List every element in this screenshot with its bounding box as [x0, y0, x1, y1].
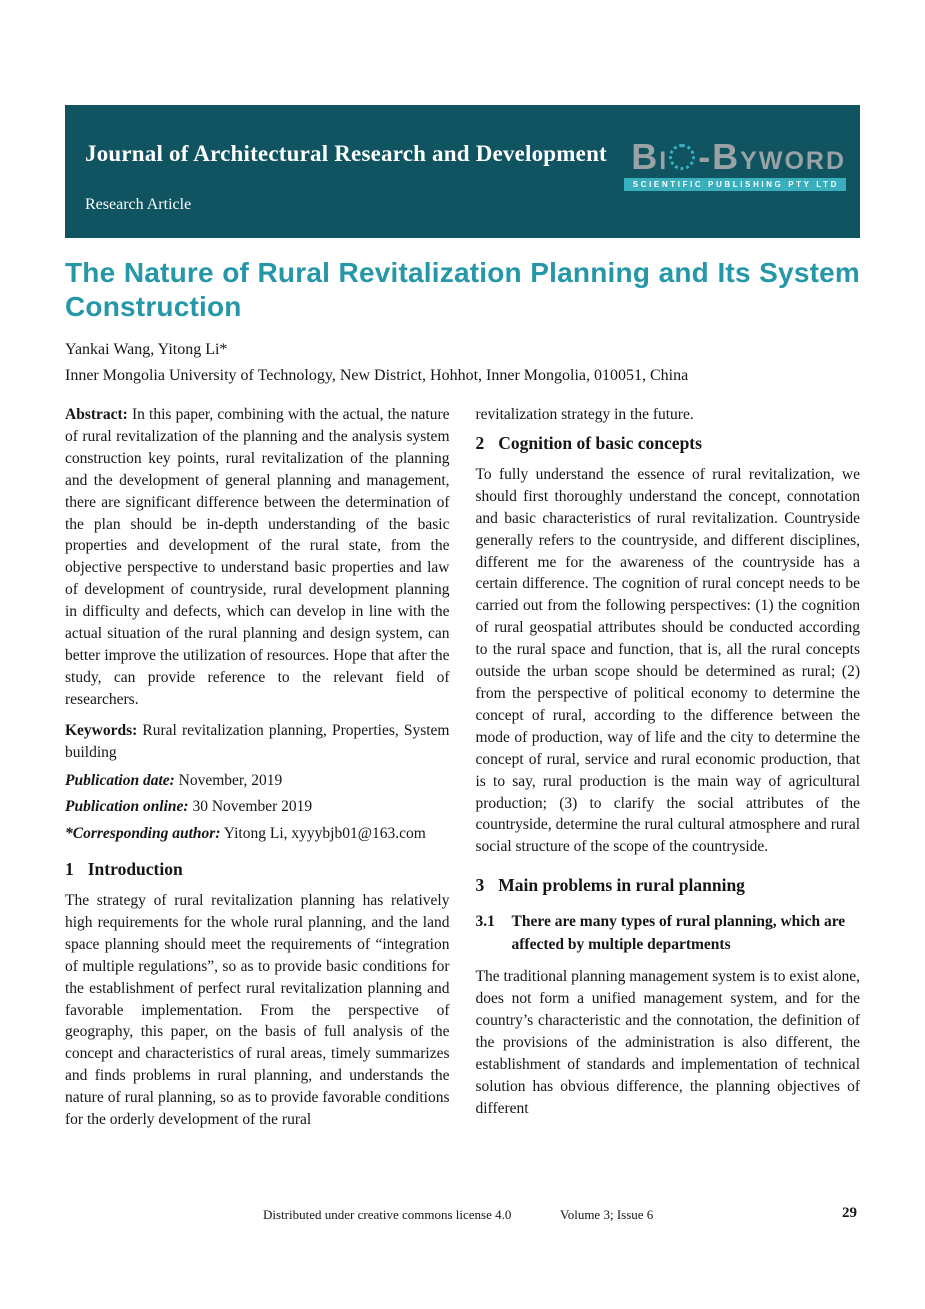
abstract-text: In this paper, combining with the actual, the nature of rural revitalization of the planning and the analysis system construction key points, rural revitalization of the planning and the development of general planning and management, there are significant difference between the determination of the plan should be in-depth understanding of the basic properties and development of the rural state, from the objective perspective to understand basic properties and law of development of countryside, rural development planning in difficulty and defects, which can develop in line with the actual situation of the rural planning and design system, can better improve the utilization of resources. Hope that after the study, can provide reference to the relevant field of researchers. [65, 406, 450, 708]
section-heading-cognition [476, 432, 861, 454]
publisher-logo [624, 136, 846, 191]
keywords-paragraph [65, 720, 450, 764]
publisher-logo-text [631, 136, 846, 177]
corresponding-author-label: *Corresponding author: [65, 824, 221, 842]
abstract-paragraph [65, 404, 450, 711]
section-title: Introduction [87, 859, 183, 879]
subsection-heading-3-1 [476, 911, 861, 956]
article-authors: Yankai Wang, Yitong Li* [65, 341, 228, 358]
cognition-paragraph: To fully understand the essence of rural revitalization, we should first thoroughly understand the concept, connotation and basic characteristics of rural revitalization. Countryside generally refers to the countryside, and different disciplines, different me for the awareness of the countryside has a certain difference. The cognition of rural concept needs to be carried out from the following perspectives: (1) the cognition of rural geospatial attributes should be conducted according to the rural space and function, that is, all the rural concepts outside the urban scope should be determined as rural; (2) from the perspective of political economy to determine the concept of rural, according to the difference between the mode of production, way of life and the city to determine the concept of rural, service and rural economic production, that is to say, rural production is the main way of agricultural production; (3) to clarify the social attributes of the countryside, determine the rural cultural atmosphere and rural social structure of the scope of the countryside. [475, 465, 860, 856]
section-heading-main-problems [476, 874, 861, 896]
logo-dotted-o-icon [669, 144, 695, 170]
publisher-tagline: SCIENTIFIC PUBLISHING PTY LTD [624, 178, 846, 191]
subsection-title: There are many types of rural planning, which are affected by multiple departments [511, 913, 846, 953]
introduction-paragraph: The strategy of rural revitalization planning has relatively high requirements for the whole rural planning, and the land space planning should meet the requirements of “integration of multiple regulations”, so as to provide basic conditions for the establishment of perfect rural revitalization planning and favorable implementation. From the perspective of geography, this paper, on the basis of full analysis of the concept and characteristics of rural areas, timely summarizes and finds problems in rural planning, and understands the nature of rural planning, so as to provide favorable conditions for the orderly development of the rural [65, 892, 450, 1129]
publication-date-label: Publication date: [65, 771, 175, 789]
section-heading-introduction [65, 858, 450, 880]
left-column [65, 404, 450, 1140]
subsection-paragraph: The traditional planning management system is to exist alone, does not form a unified management system, and for the country’s characteristic and the connotation, the definition of the provisions of the administration is also different, the establishment of standards and implementation of technical solution has obvious difference, the planning objectives of different [475, 968, 860, 1117]
keywords-text: Rural revitalization planning, Properties, System building [65, 721, 450, 761]
section-title: Cognition of basic concepts [498, 432, 702, 453]
section-number: 2 [475, 432, 485, 453]
corresponding-author-value: Yitong Li, xyyybjb01@163.com [220, 824, 426, 842]
article-body [65, 404, 860, 1140]
publication-date-value: November, 2019 [174, 771, 283, 789]
logo-text-prefix: Bi [631, 136, 669, 177]
right-column [476, 404, 861, 1140]
article-type-label: Research Article [85, 196, 192, 213]
section-number: 1 [65, 859, 74, 879]
corresponding-author [65, 823, 450, 846]
publication-online [65, 796, 450, 819]
logo-text-suffix: -Byword [698, 136, 846, 177]
article-affiliation: Inner Mongolia University of Technology, New District, Hohhot, Inner Mongolia, 010051, China [65, 367, 689, 384]
footer-volume-issue: Volume 3; Issue 6 [560, 1207, 654, 1222]
footer-license: Distributed under creative commons license 4.0 [263, 1207, 512, 1222]
section-title: Main problems in rural planning [498, 875, 745, 896]
publication-online-label: Publication online: [65, 798, 189, 815]
publication-online-value: 30 November 2019 [188, 798, 313, 815]
journal-title: Journal of Architectural Research and Development [85, 141, 607, 166]
subsection-number: 3.1 [475, 913, 495, 931]
section-number: 3 [475, 875, 485, 896]
introduction-continuation: revitalization strategy in the future. [475, 406, 694, 423]
article-title: The Nature of Rural Revitalization Planning and Its System Construction [65, 257, 860, 322]
keywords-label: Keywords: [65, 721, 138, 739]
journal-header-banner [65, 105, 860, 238]
publication-date [65, 770, 450, 793]
footer-page-number: 29 [842, 1205, 857, 1221]
abstract-label: Abstract: [65, 406, 128, 423]
